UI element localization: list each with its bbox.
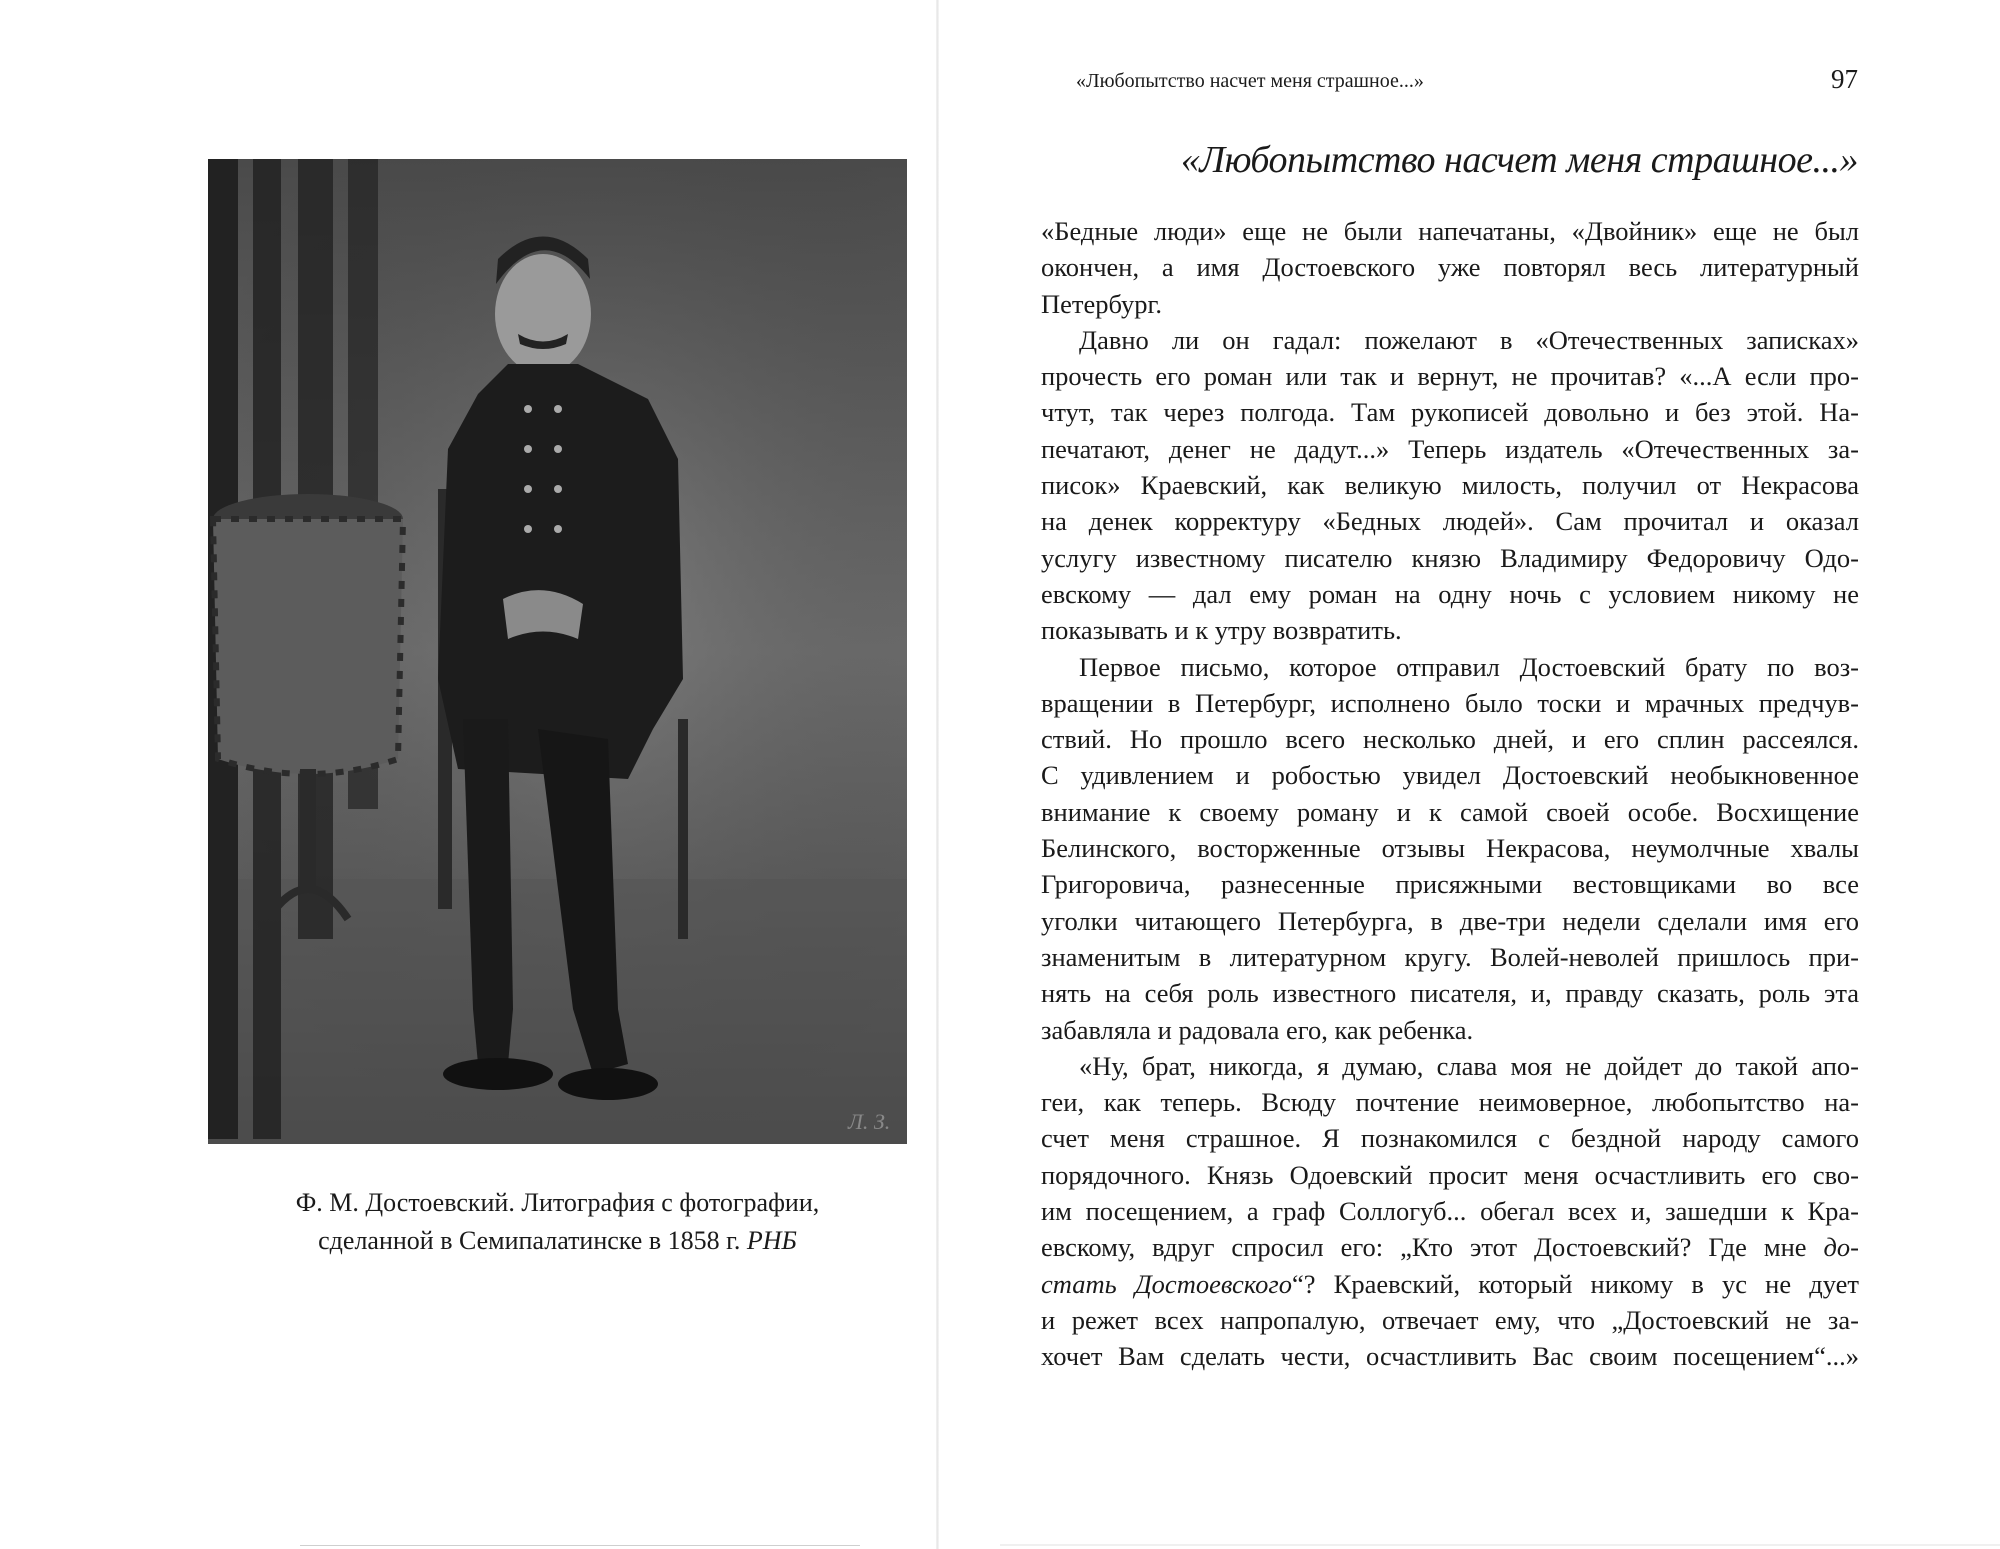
text-segment: внимание к своему роману и к самой своей особе. Восхищение bbox=[1041, 796, 1859, 827]
section-title: «Любопытство насчет меня страшное...» bbox=[1180, 139, 1858, 181]
text-segment: нять на себя роль известного писателя, и, правду сказать, роль эта bbox=[1041, 978, 1859, 1009]
text-line bbox=[1041, 830, 1859, 866]
text-segment: Григоровича, разнесенные присяжными вестовщиками во все bbox=[1041, 869, 1859, 900]
text-segment: и режет всех напропалую, отвечает ему, что „Достоевский не за- bbox=[1041, 1304, 1859, 1335]
text-line bbox=[1041, 394, 1859, 430]
text-line bbox=[1041, 1048, 1859, 1084]
portrait-lithograph bbox=[208, 159, 907, 1144]
text-line bbox=[1041, 213, 1859, 249]
text-line bbox=[1041, 721, 1859, 757]
text-segment: услугу известному писателю князю Владимиру Федоровичу Одо- bbox=[1041, 542, 1859, 573]
text-segment: прочесть его роман или так и вернут, не прочитав? «...А если про- bbox=[1041, 361, 1859, 392]
text-segment: счет меня страшное. Я познакомился с бездной народу самого bbox=[1041, 1123, 1859, 1154]
text-line bbox=[1041, 467, 1859, 503]
paragraph bbox=[1041, 213, 1859, 322]
text-line bbox=[1041, 1012, 1859, 1048]
text-line bbox=[1041, 1084, 1859, 1120]
text-line bbox=[1041, 1193, 1859, 1229]
text-segment: вращении в Петербург, исполнено было тоски и мрачных предчув- bbox=[1041, 687, 1859, 718]
text-line bbox=[1041, 1157, 1859, 1193]
text-line bbox=[1041, 975, 1859, 1011]
text-segment: забавляла и радовала его, как ребенка. bbox=[1041, 1014, 1474, 1045]
text-line bbox=[1041, 286, 1859, 322]
text-segment: «Бедные люди» еще не были напечатаны, «Двойник» еще не был bbox=[1041, 216, 1859, 246]
illustration-caption bbox=[208, 1184, 907, 1260]
caption-line-2 bbox=[208, 1222, 907, 1260]
paragraph bbox=[1041, 322, 1859, 649]
text-line bbox=[1041, 249, 1859, 285]
text-segment: хочет Вам сделать чести, осчастливить Вас своим посещением“...» bbox=[1041, 1341, 1859, 1372]
text-segment: Белинского, восторженные отзывы Некрасова, неумолчные хвалы bbox=[1041, 833, 1859, 864]
text-segment: геи, как теперь. Всюду почтение неимоверное, любопытство на- bbox=[1041, 1087, 1859, 1118]
paragraph bbox=[1041, 649, 1859, 1048]
caption-text: сделанной в Семипалатинске в 1858 г. bbox=[318, 1226, 741, 1255]
text-segment: Первое письмо, которое отправил Достоевский брату по воз- bbox=[1079, 651, 1859, 682]
running-head: «Любопытство насчет меня страшное...» bbox=[1076, 70, 1424, 92]
text-line bbox=[1041, 1229, 1859, 1265]
text-segment: порядочного. Князь Одоевский просит меня осчастливить его сво- bbox=[1041, 1159, 1859, 1190]
text-line bbox=[1041, 358, 1859, 394]
text-line bbox=[1041, 685, 1859, 721]
text-line bbox=[1041, 431, 1859, 467]
text-line bbox=[1041, 866, 1859, 902]
text-line bbox=[1041, 1120, 1859, 1156]
text-segment: “? Краевский, который никому в ус не дует bbox=[1291, 1268, 1859, 1299]
text-segment: евскому — дал ему роман на одну ночь с условием никому не bbox=[1041, 578, 1859, 609]
text-segment: чтут, так через полгода. Там рукописей довольно и без этой. На- bbox=[1041, 397, 1859, 428]
book-spine-fold bbox=[936, 0, 939, 1549]
text-line bbox=[1041, 503, 1859, 539]
text-segment: С удивлением и робостью увидел Достоевский необыкновенное bbox=[1041, 760, 1859, 791]
text-segment: на денек корректуру «Бедных людей». Сам прочитал и оказал bbox=[1041, 506, 1859, 537]
body-text bbox=[1041, 213, 1859, 1375]
caption-source: РНБ bbox=[746, 1226, 797, 1255]
text-segment: ствий. Но прошло всего несколько дней, и его сплин рассеялся. bbox=[1041, 724, 1859, 755]
text-line bbox=[1041, 649, 1859, 685]
text-segment: печатают, денег не дадут...» Теперь издатель «Отечественных за- bbox=[1041, 433, 1859, 464]
text-segment: Петербург. bbox=[1041, 288, 1162, 319]
italic-text: до- bbox=[1823, 1232, 1859, 1263]
text-line bbox=[1041, 540, 1859, 576]
italic-text: стать Достоевского bbox=[1041, 1268, 1292, 1299]
text-line bbox=[1041, 612, 1859, 648]
text-line bbox=[1041, 939, 1859, 975]
text-segment: уголки читающего Петербурга, в две-три недели сделали имя его bbox=[1041, 905, 1859, 936]
text-line bbox=[1041, 757, 1859, 793]
text-line bbox=[1041, 903, 1859, 939]
page-number: 97 bbox=[1831, 64, 1858, 94]
text-segment: знаменитым в литературном кругу. Волей-неволей пришлось при- bbox=[1041, 941, 1859, 972]
text-line bbox=[1041, 1302, 1859, 1338]
text-segment: показывать и к утру возвратить. bbox=[1041, 615, 1402, 646]
page-edge bbox=[300, 1545, 860, 1546]
text-line bbox=[1041, 322, 1859, 358]
text-line bbox=[1041, 576, 1859, 612]
paragraph bbox=[1041, 1048, 1859, 1375]
text-segment: Давно ли он гадал: пожелают в «Отечественных записках» bbox=[1079, 324, 1859, 355]
text-line bbox=[1041, 1266, 1859, 1302]
text-segment: евскому, вдруг спросил его: „Кто этот Достоевский? Где мне bbox=[1041, 1232, 1824, 1263]
text-segment: окончен, а имя Достоевского уже повторял весь литературный bbox=[1041, 252, 1859, 283]
caption-line-1: Ф. М. Достоевский. Литография с фотографии, bbox=[295, 1188, 820, 1217]
illustration-signature: Л. З. bbox=[848, 1109, 891, 1134]
text-segment: им посещением, а граф Соллогуб... обегал всех и, зашедши к Кра- bbox=[1041, 1196, 1859, 1227]
text-segment: писок» Краевский, как великую милость, получил от Некрасова bbox=[1041, 470, 1859, 501]
text-segment: «Ну, брат, никогда, я думаю, слава моя не дойдет до такой апо- bbox=[1079, 1050, 1859, 1081]
page-edge bbox=[1000, 1544, 2000, 1546]
text-line bbox=[1041, 1338, 1859, 1374]
text-line bbox=[1041, 794, 1859, 830]
